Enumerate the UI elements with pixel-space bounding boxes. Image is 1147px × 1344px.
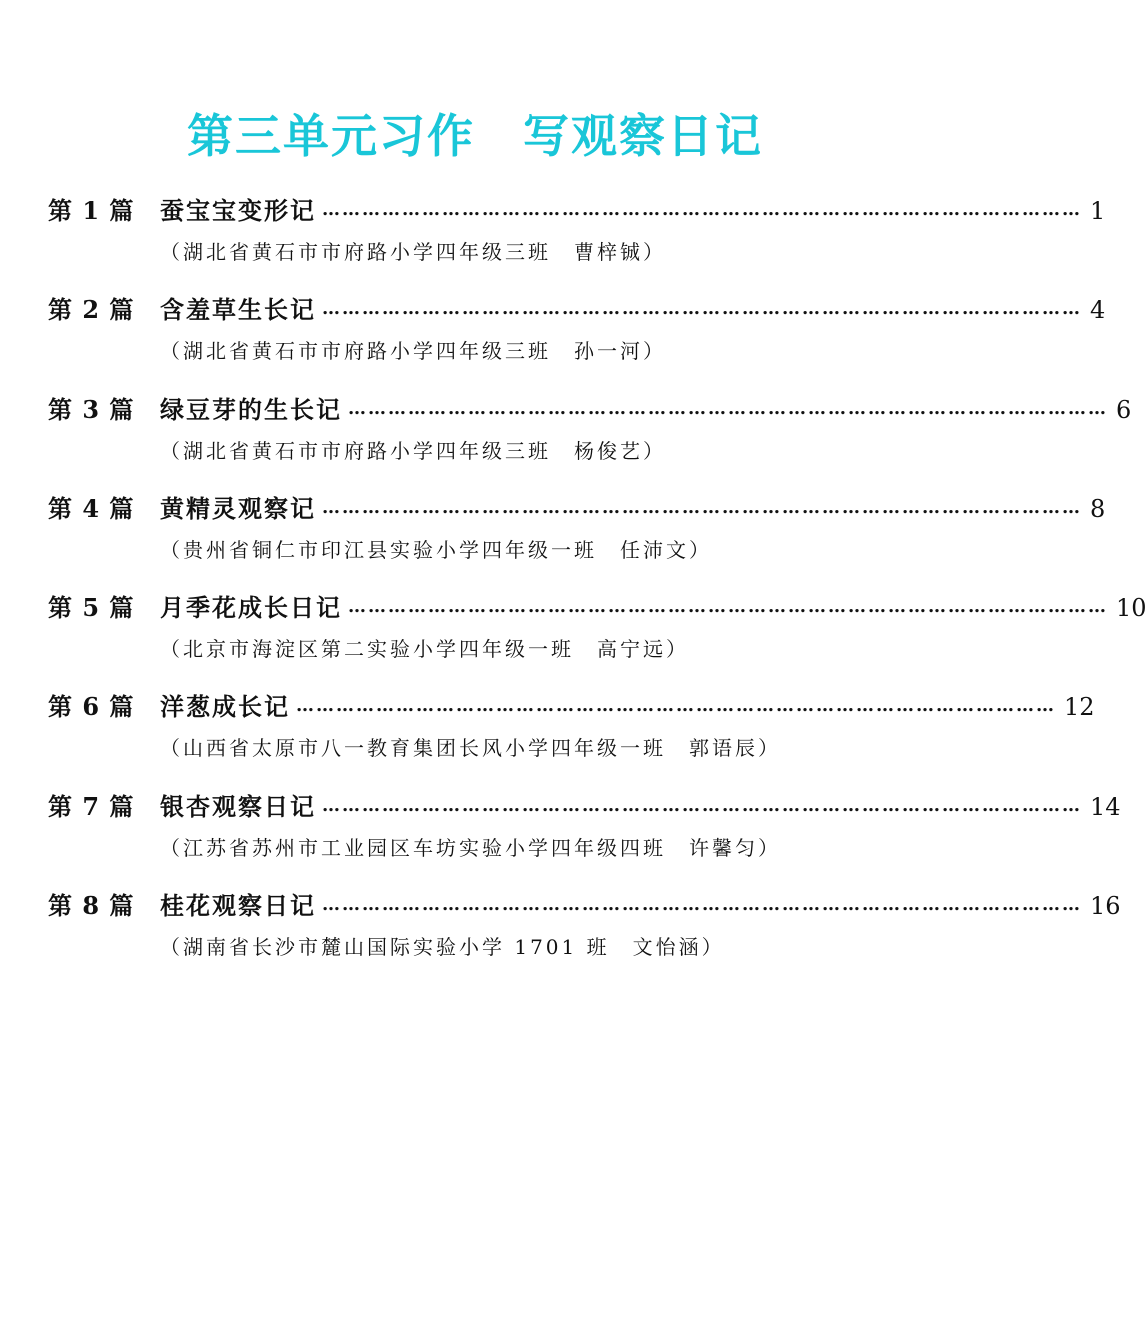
entry-page-number: 1 (1090, 197, 1106, 225)
entry-author: （北京市海淀区第二实验小学四年级一班 高宁远） (160, 637, 689, 662)
toc-entry[interactable] (48, 288, 1106, 387)
toc-entry[interactable] (48, 884, 1121, 983)
entry-number: 第 2 篇 (48, 295, 135, 325)
entry-title: 月季花成长日记 (160, 593, 342, 623)
leader-dots: …………………………………………………………………………………………………… (348, 596, 1108, 618)
toc-entry-line (48, 785, 1121, 829)
entry-page-number: 8 (1090, 494, 1106, 523)
entry-author: （湖南省长沙市麓山国际实验小学 1701 班 文怡涵） (160, 935, 725, 960)
entry-page-number: 14 (1090, 792, 1121, 821)
table-of-contents (48, 189, 1147, 983)
toc-entry-line (48, 884, 1121, 928)
leader-dots: …………………………………………………………………………………………………… (296, 695, 1056, 717)
toc-entry-line (48, 388, 1132, 432)
entry-number: 第 4 篇 (48, 493, 135, 523)
entry-title: 桂花观察日记 (160, 891, 316, 921)
page-title: 第三单元习作 写观察日记 (187, 109, 763, 163)
toc-entry[interactable] (48, 685, 1095, 784)
entry-title: 洋葱成长记 (160, 692, 290, 722)
entry-title: 含羞草生长记 (160, 295, 316, 325)
toc-entry[interactable] (48, 586, 1147, 685)
entry-author: （江苏省苏州市工业园区车坊实验小学四年级四班 许馨匀） (160, 835, 781, 860)
entry-page-number: 6 (1116, 395, 1132, 424)
leader-dots: …………………………………………………………………………………………………… (322, 199, 1082, 220)
leader-dots: …………………………………………………………………………………………………… (322, 496, 1082, 518)
entry-author: （贵州省铜仁市印江县实验小学四年级一班 任沛文） (160, 537, 712, 562)
entry-page-number: 16 (1090, 892, 1121, 921)
entry-author: （湖北省黄石市市府路小学四年级三班 曹梓铖） (160, 240, 666, 264)
entry-title: 黄精灵观察记 (160, 493, 316, 523)
entry-number: 第 6 篇 (48, 692, 135, 722)
toc-entry[interactable] (48, 388, 1132, 487)
entry-author: （湖北省黄石市市府路小学四年级三班 孙一河） (160, 339, 666, 364)
toc-entry-line (48, 685, 1095, 729)
toc-entry[interactable] (48, 487, 1106, 586)
entry-title: 绿豆芽的生长记 (160, 394, 342, 424)
toc-entry-line (48, 586, 1147, 630)
toc-entry-line (48, 288, 1106, 332)
leader-dots: …………………………………………………………………………………………………… (322, 794, 1082, 816)
entry-number: 第 5 篇 (48, 593, 135, 623)
entry-number: 第 1 篇 (48, 196, 135, 225)
entry-author: （湖北省黄石市市府路小学四年级三班 杨俊艺） (160, 438, 666, 463)
entry-page-number: 12 (1064, 693, 1095, 722)
entry-number: 第 3 篇 (48, 394, 135, 424)
entry-title: 银杏观察日记 (160, 791, 316, 821)
leader-dots: …………………………………………………………………………………………………… (348, 397, 1108, 419)
toc-entry-line (48, 487, 1106, 531)
entry-page-number: 10 (1116, 594, 1147, 623)
leader-dots: …………………………………………………………………………………………………… (322, 298, 1082, 320)
toc-entry[interactable] (48, 785, 1121, 884)
entry-page-number: 4 (1090, 296, 1106, 325)
entry-author: （山西省太原市八一教育集团长风小学四年级一班 郭语辰） (160, 736, 781, 761)
entry-number: 第 7 篇 (48, 791, 135, 821)
entry-title: 蚕宝宝变形记 (160, 196, 316, 225)
toc-entry[interactable] (48, 189, 1106, 288)
entry-number: 第 8 篇 (48, 891, 135, 921)
leader-dots: …………………………………………………………………………………………………… (322, 894, 1082, 916)
toc-entry-line (48, 189, 1106, 233)
